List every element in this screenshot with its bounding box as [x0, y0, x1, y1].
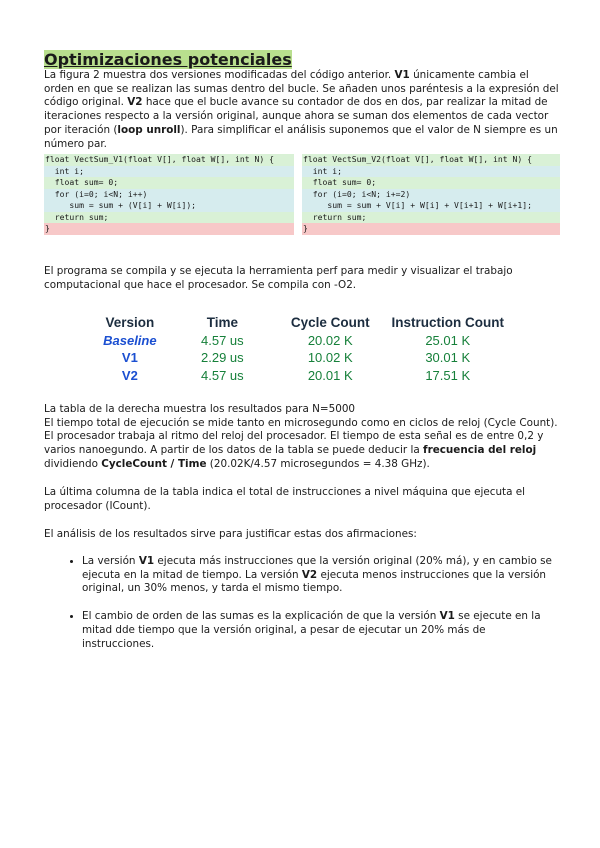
section-intro	[44, 50, 560, 151]
code-line: float sum= 0;	[302, 177, 560, 189]
code-line: for (i=0; i<N; i++)	[44, 189, 294, 201]
code-figure	[44, 154, 560, 246]
header-time: Time	[206, 315, 238, 331]
bullet-text: El cambio de orden de las sumas es la explicación de que la versión	[82, 610, 440, 623]
bullet-bold: V1	[439, 610, 455, 623]
intro-text: únicamente cambia el orden en que se realizan las sumas dentro del bucle. Se añaden unos paréntesis a la expresión del código original.	[44, 69, 559, 109]
results-paragraph	[44, 403, 560, 472]
intro-bold: loop unroll	[117, 123, 181, 136]
section-title: Optimizaciones potenciales	[44, 50, 292, 69]
results-bold: frecuencia del reloj	[423, 444, 537, 457]
code-line: return sum;	[44, 212, 294, 224]
code-line: for (i=0; i<N; i+=2)	[302, 189, 560, 201]
icount-paragraph: La última columna de la tabla indica el total de instrucciones a nivel máquina que ejecuta el procesador (ICount).	[44, 486, 526, 512]
row-name: V2	[121, 367, 138, 383]
intro-bold: V2	[127, 96, 143, 109]
code-block-v1	[44, 154, 294, 235]
row-time: 2.29 us	[201, 350, 244, 366]
analysis-paragraph: El análisis de los resultados sirve para justificar estas dos afirmaciones:	[44, 528, 417, 540]
results-bold: CycleCount / Time	[101, 457, 207, 470]
bullet-text: ejecuta menos instrucciones que la versión original, un 30% menos, y tarda el mismo tiempo.	[82, 568, 547, 595]
intro-text: La figura 2 muestra dos versiones modificadas del código anterior.	[44, 69, 395, 81]
table-row	[100, 332, 520, 350]
intro-text: ). Para simplificar el análisis suponemos que el valor de N siempre es un número par.	[44, 123, 558, 150]
table-header	[100, 314, 520, 332]
bullet-text: La versión	[82, 555, 139, 567]
row-time: 4.57 us	[201, 367, 244, 383]
code-line: float sum= 0;	[44, 177, 294, 189]
code-line: sum = sum + (V[i] + W[i]);	[44, 200, 294, 212]
table-row	[100, 349, 520, 367]
code-line: sum = sum + V[i] + W[i] + V[i+1] + W[i+1];	[302, 200, 560, 212]
results-table	[100, 314, 520, 384]
row-instructions: 17.51 K	[425, 367, 471, 383]
row-cycles: 20.01 K	[307, 367, 353, 383]
code-line: int i;	[44, 166, 294, 178]
code-line: float VectSum_V2(float V[], float W[], int N) {	[302, 154, 560, 166]
row-name: V1	[121, 350, 138, 366]
header-version: Version	[105, 315, 155, 331]
bullet-list	[44, 555, 560, 651]
row-instructions: 25.01 K	[425, 332, 471, 348]
code-line: }	[302, 223, 560, 235]
analysis-section	[44, 528, 560, 542]
intro-bold: V1	[394, 69, 410, 81]
icount-section	[44, 486, 560, 513]
table-row	[100, 367, 520, 385]
list-item	[82, 610, 560, 651]
intro-paragraph	[44, 69, 560, 151]
code-line: return sum;	[302, 212, 560, 224]
compile-paragraph: El programa se compila y se ejecuta la herramienta perf para medir y visualizar el trabajo computacional que hace el procesador. Se compila con -O2.	[44, 265, 513, 291]
row-instructions: 30.01 K	[425, 350, 471, 366]
header-cycles: Cycle Count	[290, 315, 370, 331]
compile-section	[44, 265, 560, 292]
row-cycles: 20.02 K	[307, 332, 353, 348]
bullet-text: se ejecute en la mitad dde tiempo que la versión original, a pesar de ejecutar un 20% más de instrucciones.	[82, 610, 541, 650]
code-block-v2	[302, 154, 560, 235]
bullet-text: ejecuta más instrucciones que la versión original (20% má), y en cambio se ejecuta en la mitad de tiempo. La versión	[82, 555, 552, 581]
results-section	[44, 403, 560, 472]
row-time: 4.57 us	[201, 332, 244, 348]
bullet-bold: V2	[301, 568, 318, 581]
code-line: float VectSum_V1(float V[], float W[], int N) {	[44, 154, 294, 166]
header-instructions: Instruction Count	[391, 315, 504, 331]
row-name: Baseline	[103, 332, 157, 348]
results-text: (20.02K/4.57 microsegundos = 4.38 GHz).	[206, 457, 430, 470]
list-item	[82, 555, 560, 596]
code-line: }	[44, 223, 294, 235]
results-text: dividiendo	[44, 457, 102, 470]
intro-text: hace que el bucle avance su contador de dos en dos, par realizar la mitad de iteraciones respecto a la versión original, aunque ahora se suman dos elementos de cada vector por iteración (	[44, 96, 549, 136]
bullet-bold: V1	[138, 555, 155, 567]
results-text: La tabla de la derecha muestra los resultados para N=5000 El tiempo total de ejecución se mide tanto en microsegundo como en ciclos de reloj (Cycle Count). El procesador trabaja al ritmo del reloj del procesador. El tiempo de esta señal es de entre 0,2 y varios nanoegundo. A partir de los datos de la tabla se puede deducir la	[44, 403, 558, 457]
row-cycles: 10.02 K	[307, 350, 353, 366]
code-line: int i;	[302, 166, 560, 178]
